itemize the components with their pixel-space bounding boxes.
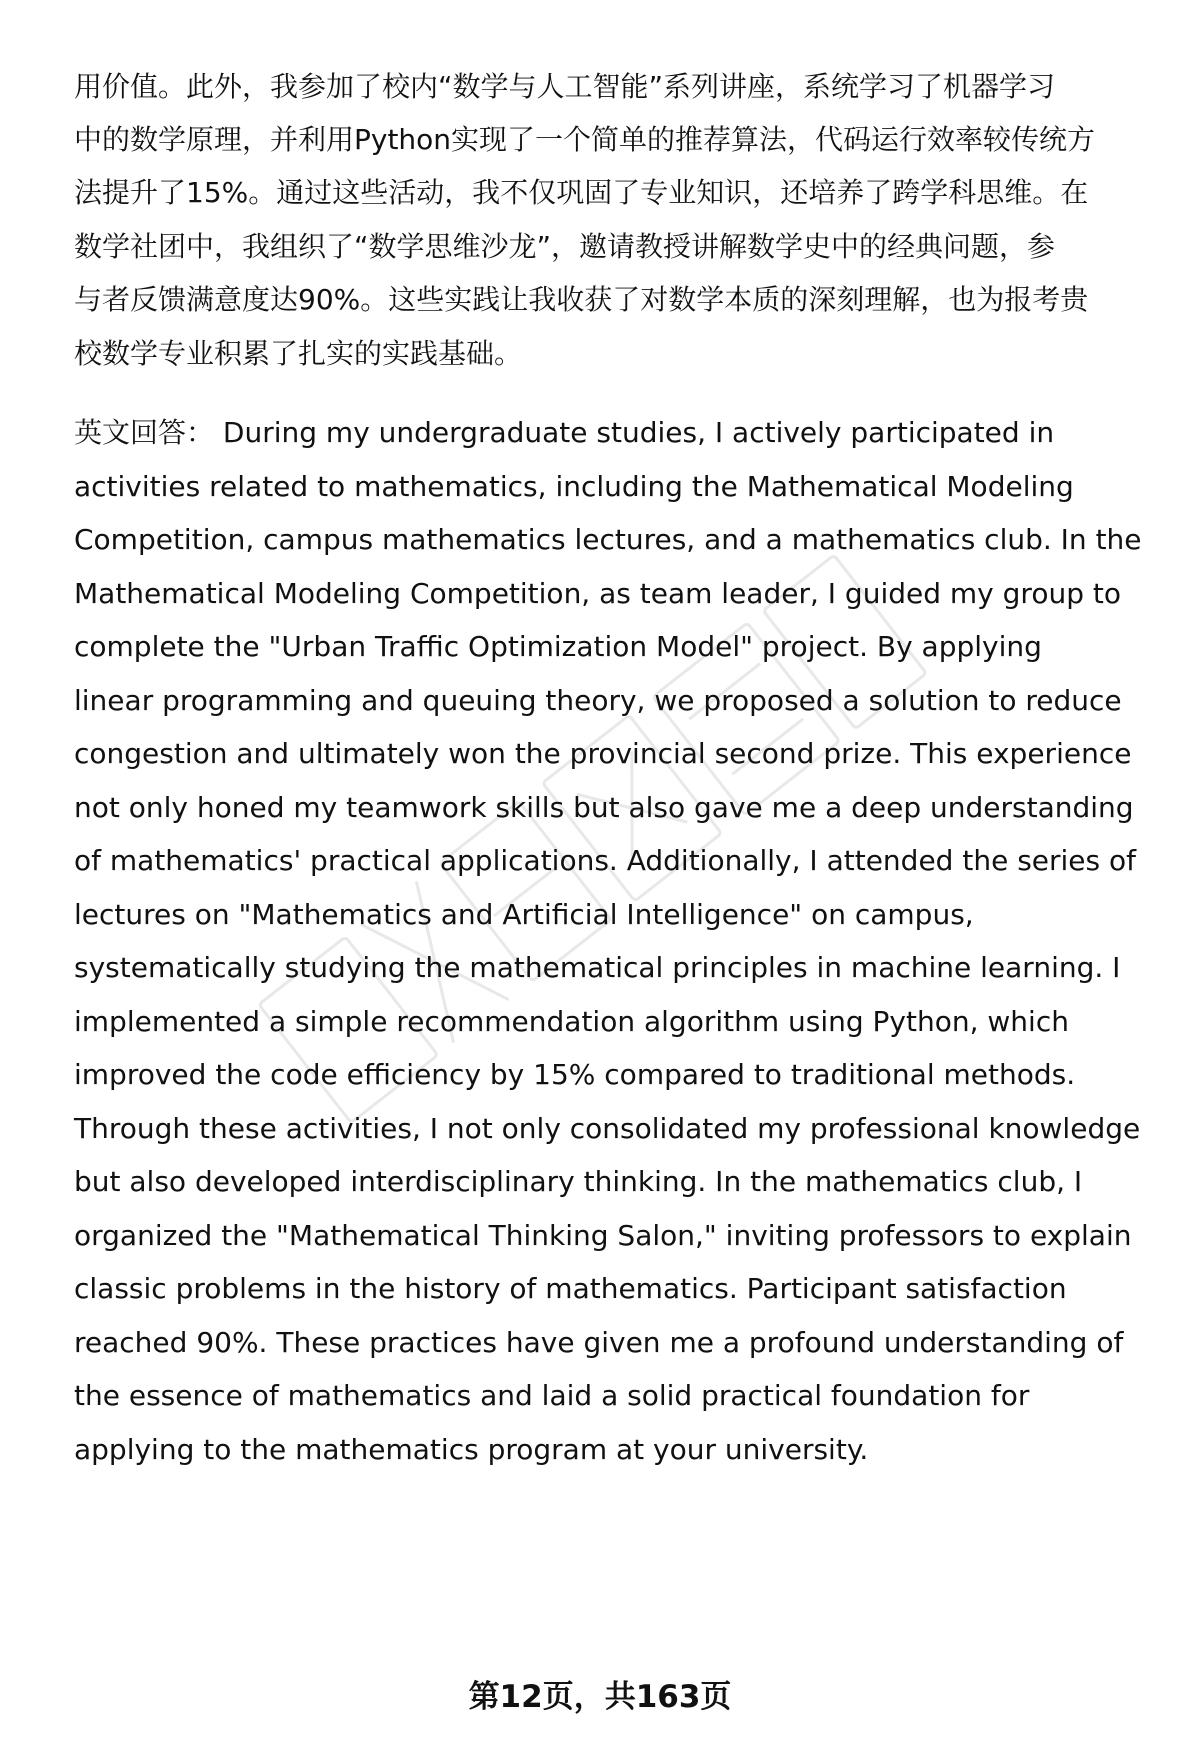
chinese-answer-line: 法提升了15%。通过这些活动，我不仅巩固了专业知识，还培养了跨学科思维。在	[74, 176, 1089, 209]
chinese-answer-line: 中的数学原理，并利用Python实现了一个简单的推荐算法，代码运行效率较传统方	[74, 123, 1096, 156]
english-answer-line: activities related to mathematics, including the Mathematical Modeling	[74, 470, 1074, 503]
english-answer-line: complete the "Urban Traffic Optimization Model" project. By applying	[74, 630, 1042, 663]
english-answer-line: reached 90%. These practices have given me a profound understanding of	[74, 1326, 1124, 1359]
english-answer-line: lectures on "Mathematics and Artificial Intelligence" on campus,	[74, 898, 974, 931]
chinese-answer-line: 用价值。此外，我参加了校内“数学与人工智能”系列讲座，系统学习了机器学习	[74, 70, 1056, 103]
english-answer-line: classic problems in the history of mathematics. Participant satisfaction	[74, 1272, 1067, 1305]
english-answer-line: Competition, campus mathematics lectures, and a mathematics club. In the	[74, 523, 1142, 556]
page-number: 第12页，共163页	[468, 1679, 732, 1715]
english-answer-line: organized the "Mathematical Thinking Salon," inviting professors to explain	[74, 1219, 1132, 1252]
english-answer-line: of mathematics' practical applications. Additionally, I attended the series of	[74, 844, 1137, 877]
chinese-answer-line: 校数学专业积累了扎实的实践基础。	[74, 337, 523, 370]
english-answer-line: improved the code efficiency by 15% compared to traditional methods.	[74, 1058, 1076, 1091]
english-answer-line: implemented a simple recommendation algorithm using Python, which	[74, 1005, 1069, 1038]
english-answer-line: not only honed my teamwork skills but also gave me a deep understanding	[74, 791, 1134, 824]
chinese-answer-line: 数学社团中，我组织了“数学思维沙龙”，邀请教授讲解数学史中的经典问题，参	[74, 230, 1056, 263]
chinese-answer-line: 与者反馈满意度达90%。这些实践让我收获了对数学本质的深刻理解，也为报考贵	[74, 283, 1089, 316]
english-answer-line: the essence of mathematics and laid a solid practical foundation for	[74, 1379, 1030, 1412]
english-answer-line: linear programming and queuing theory, we proposed a solution to reduce	[74, 684, 1122, 717]
english-answer-line: Mathematical Modeling Competition, as team leader, I guided my group to	[74, 577, 1121, 610]
english-answer-line: congestion and ultimately won the provincial second prize. This experience	[74, 737, 1132, 770]
english-answer-line: systematically studying the mathematical principles in machine learning. I	[74, 951, 1121, 984]
english-answer-line: but also developed interdisciplinary thinking. In the mathematics club, I	[74, 1165, 1083, 1198]
english-answer-line: applying to the mathematics program at your university.	[74, 1433, 869, 1466]
english-answer-line: Through these activities, I not only consolidated my professional knowledge	[74, 1112, 1141, 1145]
english-answer-line: 英文回答： During my undergraduate studies, I actively participated in	[74, 416, 1055, 449]
